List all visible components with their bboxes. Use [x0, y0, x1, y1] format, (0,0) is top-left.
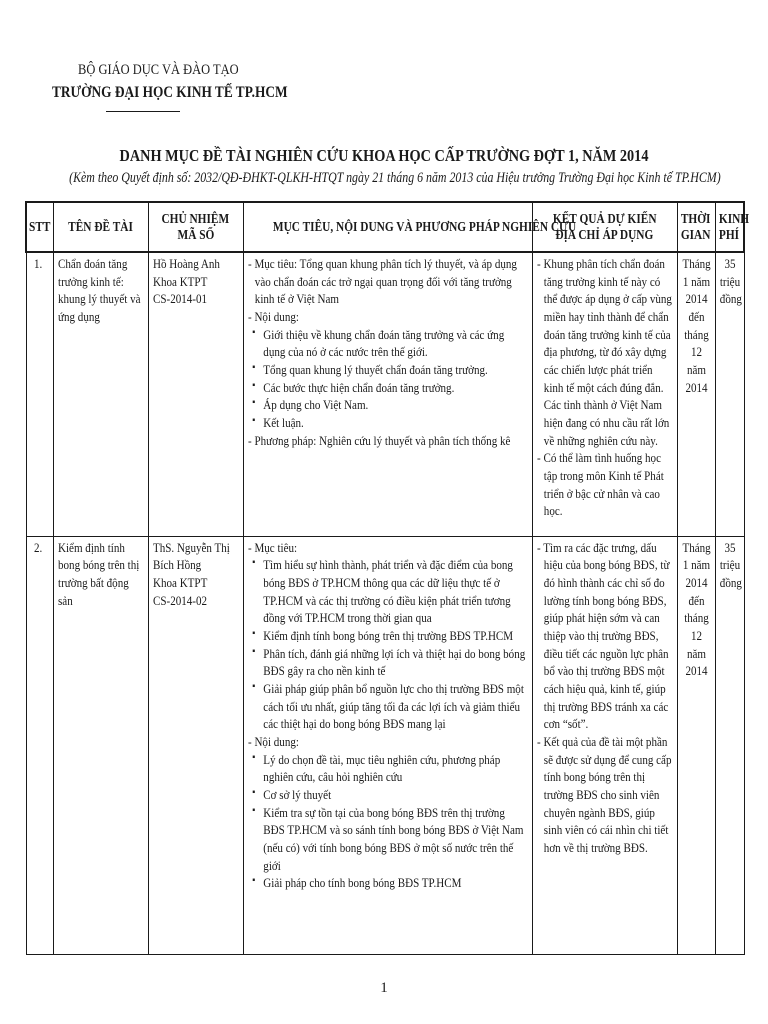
objective-item: ▪ Phân tích, đánh giá những lợi ích và thiệt hại do bong bóng BĐS gây ra cho nền kinh tế: [248, 645, 529, 680]
header-lead: CHỦ NHIỆM MÃ SỐ: [148, 202, 243, 252]
objective-text: - Mục tiêu: Tổng quan khung phân tích lý thuyết, và áp dụng vào chẩn đoán các trở ngại quan trọng đối với tăng trưởng kinh tế ở Việt Nam: [247, 256, 517, 307]
time-period: Tháng 1 năm 2014 đến tháng 12 năm 2014: [677, 252, 715, 536]
method-text: - Phương pháp: Nghiên cứu lý thuyết và phân tích thống kê: [247, 432, 510, 448]
result-item: - Có thể làm tình huống học tập trong môn Kinh tế Phát triển ở bậc cử nhân và cao học.: [536, 450, 664, 519]
table-row: [26, 252, 744, 536]
content-item: ▪ Giải pháp cho tính bong bóng BĐS TP.HCM: [248, 874, 529, 892]
header-name: TÊN ĐỀ TÀI: [53, 202, 148, 252]
row-number: 1.: [26, 252, 53, 536]
header-fund: KINH PHÍ: [715, 202, 744, 252]
content-item: ▪ Các bước thực hiện chẩn đoán tăng trưởng.: [248, 379, 529, 397]
row-number: 2.: [26, 536, 53, 954]
content-item: ▪ Giới thiệu về khung chẩn đoán tăng trưởng và các ứng dụng của nó ở các nước trên thế giới.: [248, 326, 529, 361]
content-item: ▪ Tổng quan khung lý thuyết chẩn đoán tăng trưởng.: [248, 361, 529, 379]
expected-results: [532, 536, 677, 954]
document-title: DANH MỤC ĐỀ TÀI NGHIÊN CỨU KHOA HỌC CẤP TRƯỜNG ĐỢT 1, NĂM 2014: [119, 146, 649, 165]
lead-dept: Khoa KTPT: [152, 574, 207, 590]
lead-name: Hồ Hoàng Anh: [152, 256, 220, 271]
content-item: ▪ Kiểm tra sự tồn tại của bong bóng BĐS trên thị trường BĐS TP.HCM và so sánh tính bong bóng BĐS ở Việt Nam (nếu có) với tính bong bóng BĐS ở một số nước trên thế giới: [248, 804, 529, 875]
result-item: - Kết quả của đề tài một phần sẽ được sử dụng để cung cấp tính bong bóng trên thị trường BĐS cho sinh viên chuyên ngành BĐS, giúp sinh viên có cái nhìn chi tiết hơn về thị trường BĐS.: [536, 733, 671, 855]
header-divider: [106, 111, 180, 112]
objective-item: ▪ Tìm hiểu sự hình thành, phát triển và đặc điểm của bong bóng BĐS ở TP.HCM thông qua các dữ liệu thực tế ở TP.HCM và các thị trường có điều kiện phát triển tương đồng với TP.HCM trong thời gian qua: [248, 556, 529, 627]
content-label: - Nội dung:: [247, 733, 299, 749]
funding: 35 triệu đồng: [715, 252, 744, 536]
objective-item: ▪ Kiểm định tính bong bóng trên thị trường BĐS TP.HCM: [248, 627, 529, 645]
header-time: THỜI GIAN: [677, 202, 715, 252]
time-period: Tháng 1 năm 2014 đến tháng 12 năm 2014: [677, 536, 715, 954]
table-header-row: [26, 202, 744, 252]
content-label: - Nội dung:: [247, 309, 299, 325]
topic-content: [243, 536, 532, 954]
research-topics-table: [25, 201, 749, 955]
result-item: - Tìm ra các đặc trưng, dấu hiệu của bong bóng BĐS, từ đó hình thành các chỉ số đo lường tính bong bóng BĐS, giúp phát hiện sớm và can thiệp vào thị trường BĐS, điều tiết các nguồn lực phân bổ vào thị trường BĐS một cách hiệu quả, kinh tế, giúp thị trường BĐS tránh xa các cơn “sốt”.: [536, 539, 669, 732]
topic-code: CS-2014-02: [152, 592, 207, 608]
lead-name: ThS. Nguyễn Thị Bích Hồng: [152, 539, 230, 573]
lead-info: [148, 252, 243, 536]
topic-content: [243, 252, 532, 536]
topic-name: Kiểm định tính bong bóng trên thị trường bất động sản: [53, 536, 148, 954]
ministry-name: BỘ GIÁO DỤC VÀ ĐÀO TẠO: [78, 62, 239, 78]
header-result: KẾT QUẢ DỰ KIẾN ĐỊA CHỈ ÁP DỤNG: [532, 202, 677, 252]
table-row: [26, 536, 744, 954]
content-item: ▪ Kết luận.: [248, 414, 529, 432]
document-subtitle: (Kèm theo Quyết định số: 2032/QĐ-ĐHKT-QLKH-HTQT ngày 21 tháng 6 năm 2013 của Hiệu trưởng Trường Đại học Kinh tế TP.HCM): [69, 170, 721, 186]
expected-results: [532, 252, 677, 536]
header-stt: STT: [26, 202, 53, 252]
content-item: ▪ Lý do chọn đề tài, mục tiêu nghiên cứu, phương pháp nghiên cứu, câu hỏi nghiên cứu: [248, 751, 529, 786]
funding: 35 triệu đồng: [715, 536, 744, 954]
lead-dept: Khoa KTPT: [152, 273, 207, 289]
objective-label: - Mục tiêu:: [247, 539, 297, 555]
content-item: ▪ Cơ sở lý thuyết: [248, 786, 529, 804]
objective-item: ▪ Giải pháp giúp phân bổ nguồn lực cho thị trường BĐS một cách tối ưu nhất, giúp tăng tối đa các lợi ích và giảm thiểu các thiệt hại do bong bóng BĐS mang lại: [248, 680, 529, 733]
page-number: 1: [380, 980, 388, 996]
content-item: ▪ Áp dụng cho Việt Nam.: [248, 396, 529, 414]
university-name: TRƯỜNG ĐẠI HỌC KINH TẾ TP.HCM: [52, 84, 288, 101]
result-item: - Khung phân tích chẩn đoán tăng trưởng kinh tế này có thể được áp dụng ở cấp vùng miền hay tỉnh thành để chẩn đoán tăng trưởng kinh tế của địa phương, từ đó xây dựng các chiến lược phát triển kinh tế một cách đúng đắn. Các tỉnh thành ở Việt Nam hiện đang có nhu cầu rất lớn về những nghiên cứu này.: [536, 256, 672, 448]
lead-info: [148, 536, 243, 954]
header-content: MỤC TIÊU, NỘI DUNG VÀ PHƯƠNG PHÁP NGHIÊN CỨU: [243, 202, 532, 252]
topic-name: Chẩn đoán tăng trưởng kinh tế: khung lý thuyết và ứng dụng: [53, 252, 148, 536]
topic-code: CS-2014-01: [152, 291, 207, 307]
